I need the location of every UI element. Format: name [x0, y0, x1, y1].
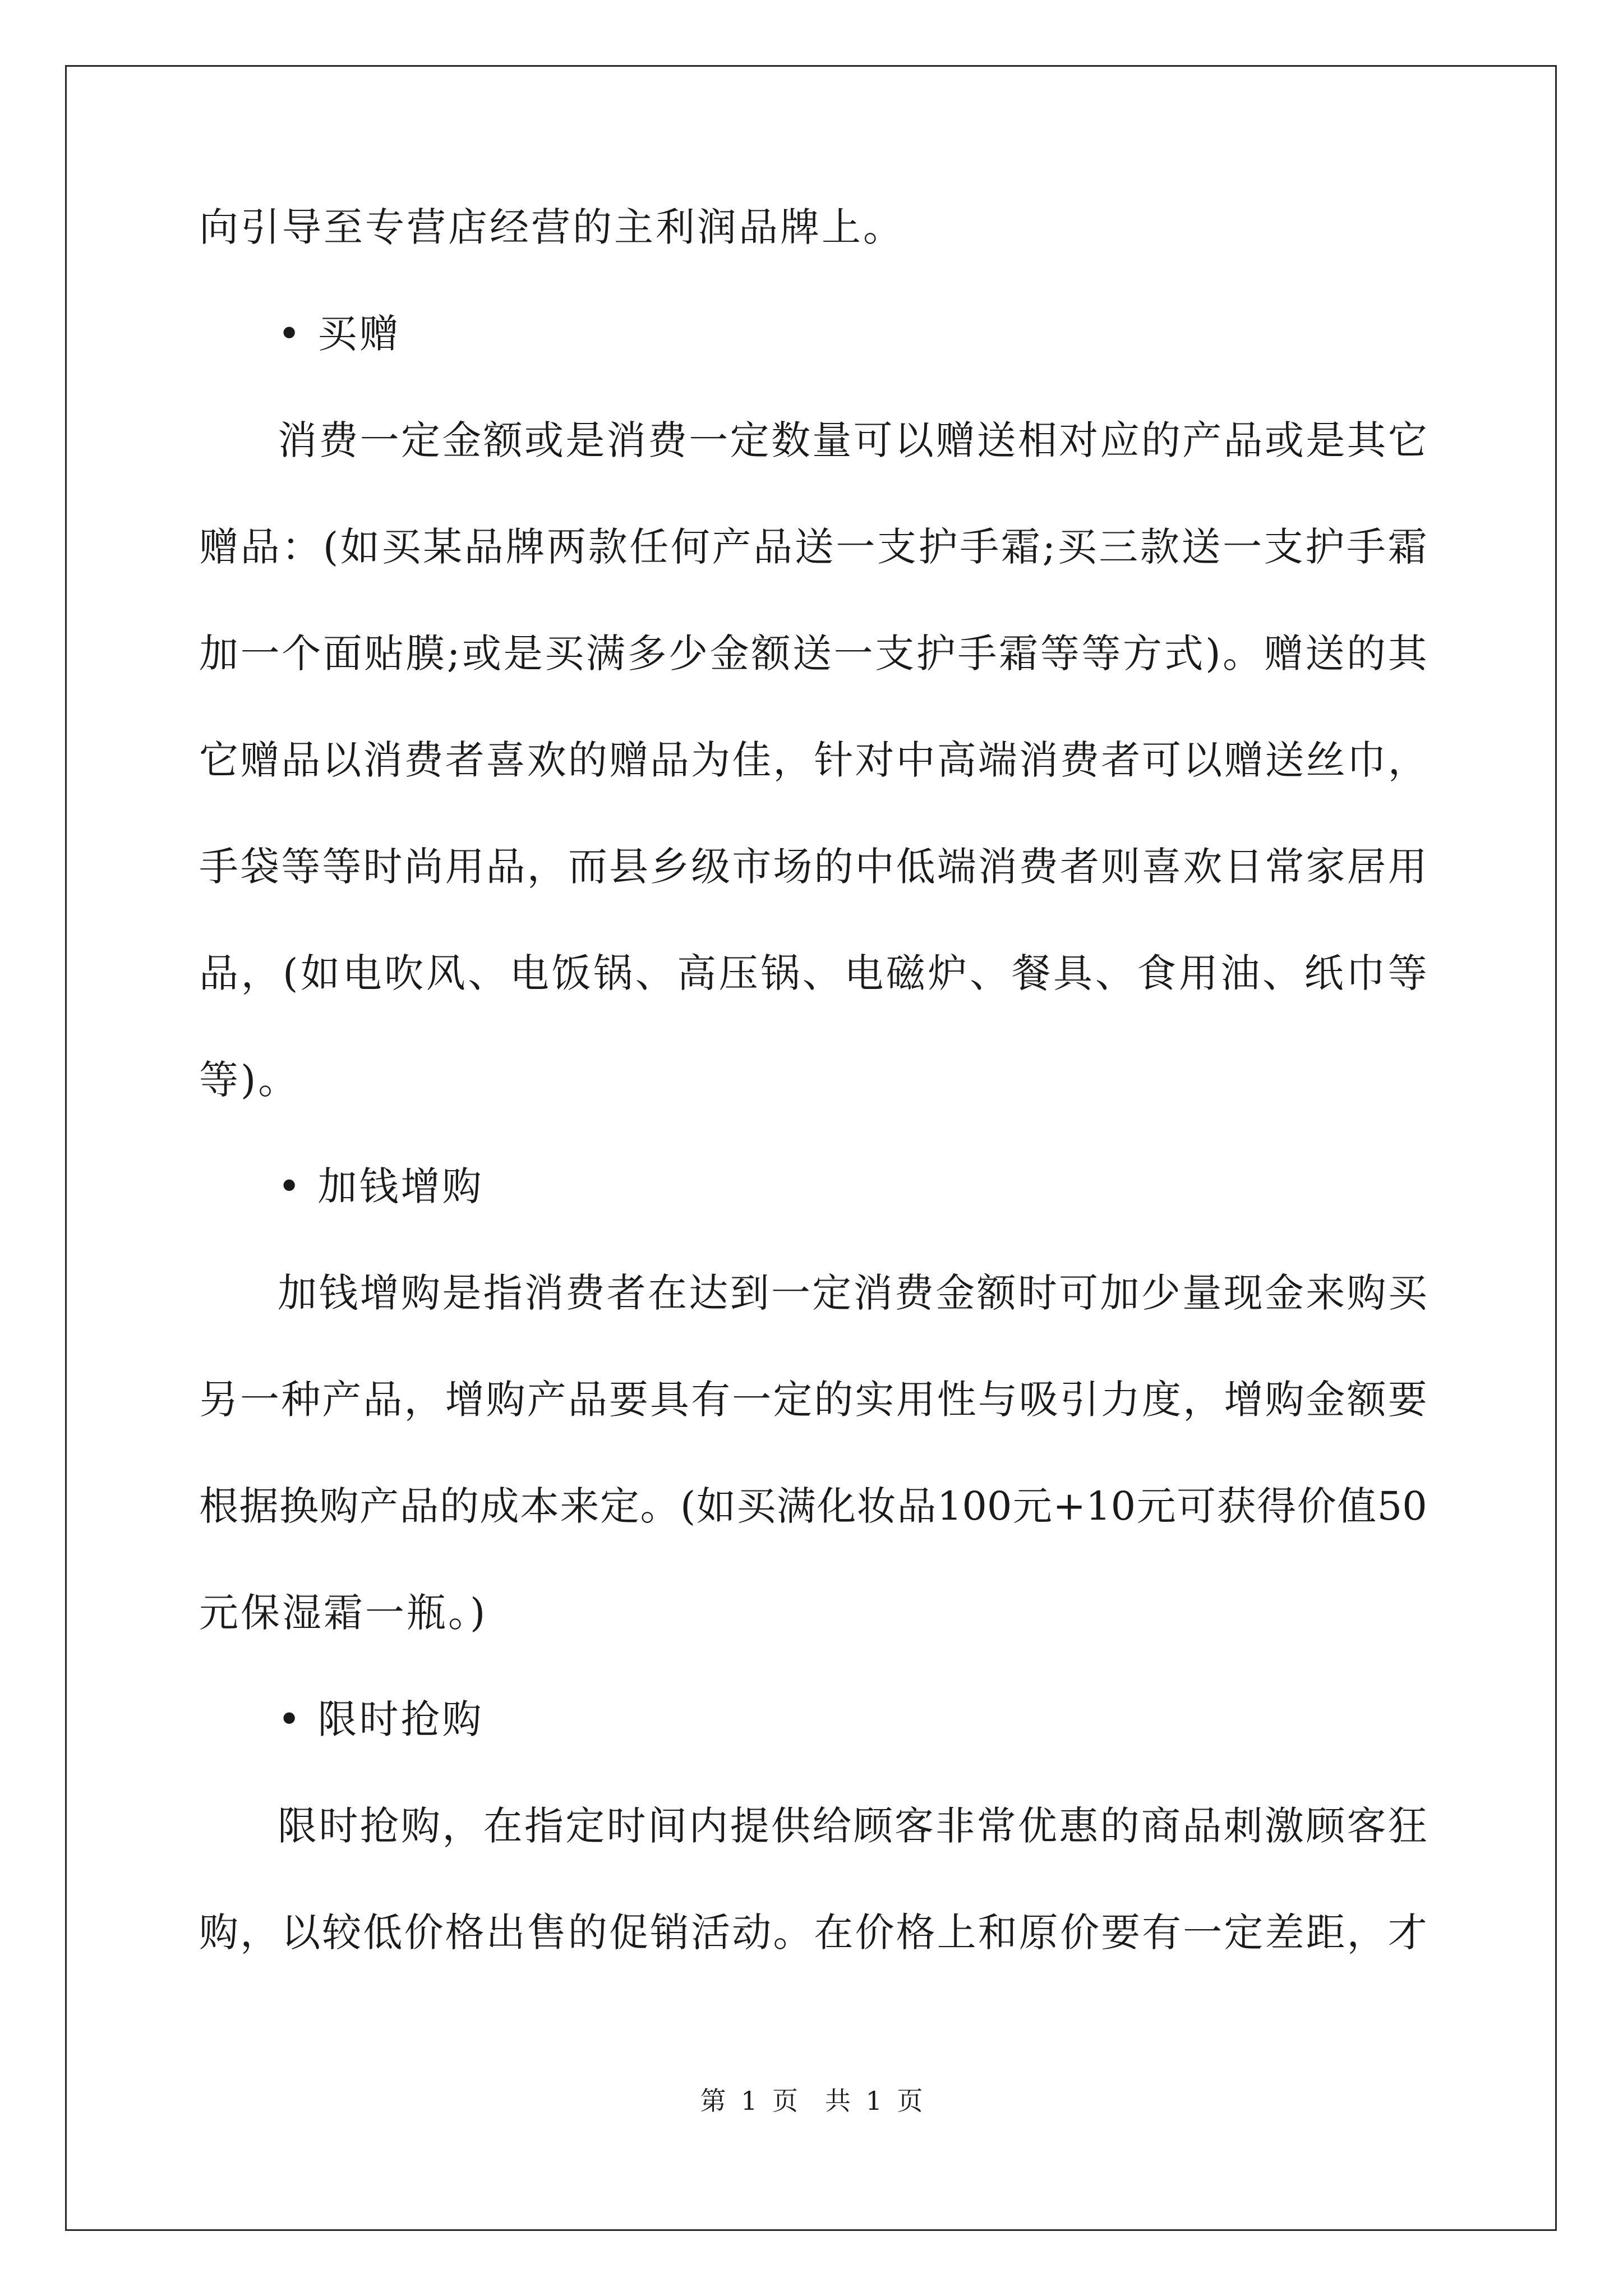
paragraph-line: 元保湿霜一瓶。)	[199, 1590, 488, 1636]
page-total: 共 1 页	[825, 2086, 923, 2116]
paragraph-line: 品 ， ( 如 电 吹 风 、 电 饭 锅 、 高 压 锅 、 电 磁 炉 、 餐 具 、 食 用 油 、 纸 巾 等	[199, 950, 1427, 996]
paragraph-line: 消 费 一 定 金 额 或 是 消 费 一 定 数 量 可 以 赠 送 相 对 应 的 产 品 或 是 其 它	[278, 417, 1427, 463]
paragraph-line: 加 一 个 面 贴 膜 ; 或 是 买 满 多 少 金 额 送 一 支 护 手 霜 等 等 方 式 ) 。 赠 送 的 其	[199, 631, 1427, 677]
paragraph-line: 另 一 种 产 品 ， 增 购 产 品 要 具 有 一 定 的 实 用 性 与 吸 引 力 度 ， 增 购 金 额 要	[199, 1377, 1427, 1423]
page-footer	[0, 2084, 1623, 2118]
page-number: 第 1 页	[700, 2086, 798, 2116]
bullet-heading: • 限时抢购	[278, 1696, 484, 1742]
paragraph-line: 赠 品 ： ( 如 买 某 品 牌 两 款 任 何 产 品 送 一 支 护 手 霜 ; 买 三 款 送 一 支 护 手 霜	[199, 524, 1427, 570]
paragraph-line: 加 钱 增 购 是 指 消 费 者 在 达 到 一 定 消 费 金 额 时 可 加 少 量 现 金 来 购 买	[278, 1270, 1427, 1316]
bullet-heading: • 加钱增购	[278, 1163, 484, 1209]
paragraph-line: 根 据 换 购 产 品 的 成 本 来 定 。 ( 如 买 满 化 妆 品 100 元 +10 元 可 获 得 价 值 50	[199, 1483, 1427, 1529]
paragraph-line: 手 袋 等 等 时 尚 用 品 ， 而 县 乡 级 市 场 的 中 低 端 消 费 者 则 喜 欢 日 常 家 居 用	[199, 844, 1427, 890]
paragraph-line: 等)。	[199, 1057, 300, 1103]
paragraph-line: 购 ， 以 较 低 价 格 出 售 的 促 销 活 动 。 在 价 格 上 和 原 价 要 有 一 定 差 距 ， 才	[199, 1910, 1427, 1955]
bullet-heading: • 买赠	[278, 311, 401, 357]
paragraph-line: 限 时 抢 购 ， 在 指 定 时 间 内 提 供 给 顾 客 非 常 优 惠 的 商 品 刺 激 顾 客 狂	[278, 1803, 1427, 1849]
paragraph-line: 它 赠 品 以 消 费 者 喜 欢 的 赠 品 为 佳 ， 针 对 中 高 端 消 费 者 可 以 赠 送 丝 巾 ，	[199, 737, 1427, 783]
paragraph-line: 向引导至专营店经营的主利润品牌上。	[199, 204, 905, 250]
